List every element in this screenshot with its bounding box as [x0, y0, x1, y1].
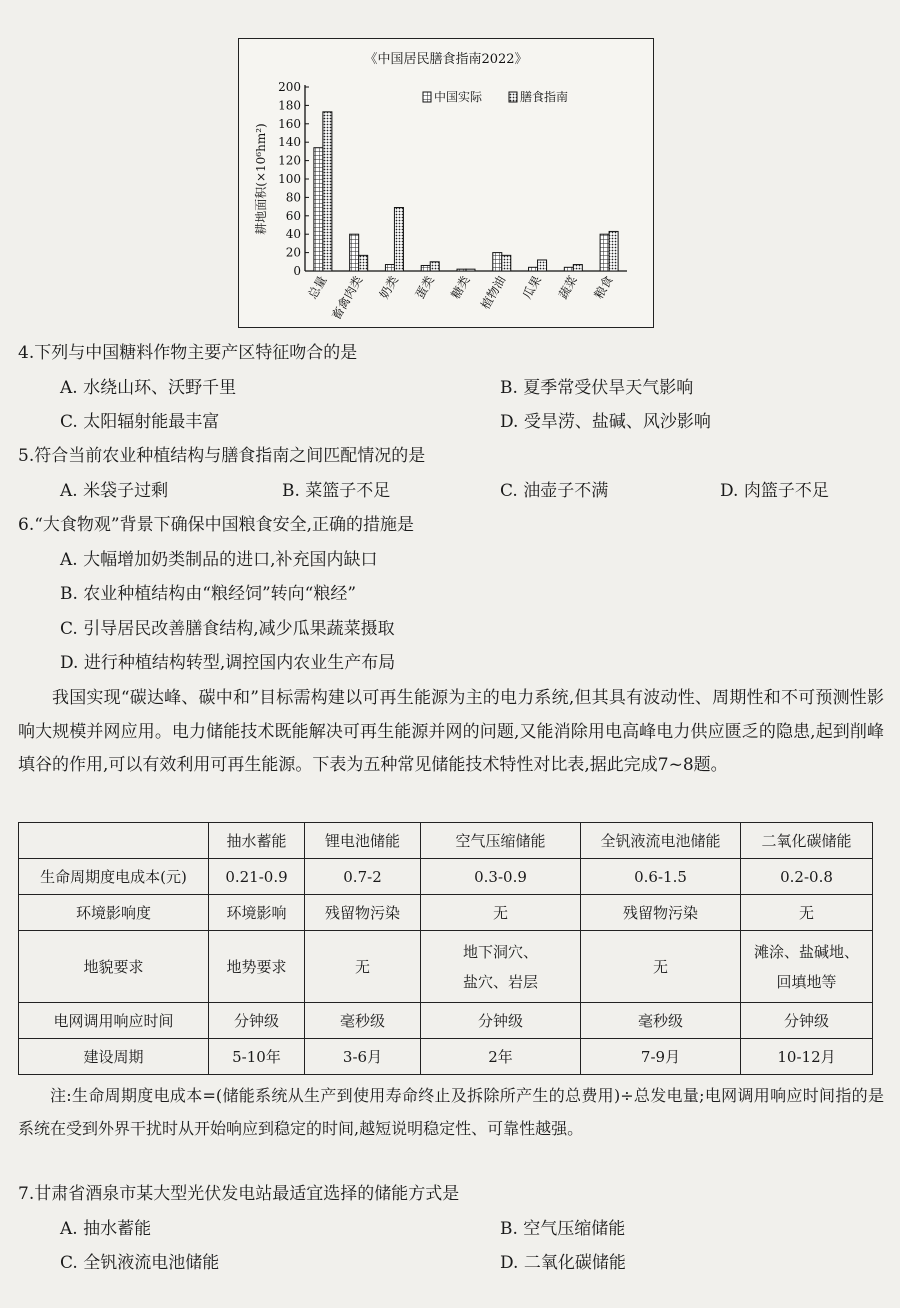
- x-tick-label: 植物油: [478, 273, 509, 312]
- bar: [323, 112, 332, 271]
- bar: [466, 269, 475, 271]
- bar: [538, 260, 547, 271]
- y-tick-label: 120: [278, 153, 301, 168]
- table-cell: 环境影响度: [19, 895, 209, 931]
- table-cell: 分钟级: [421, 1003, 581, 1039]
- table-note: 注:生命周期度电成本=(储能系统从生产到使用寿命终止及拆除所产生的总费用)÷总发电量;电网调用响应时间指的是系统在受到外界干扰时从开始响应到稳定的时间,越短说明稳定性、可靠性越强。: [18, 1086, 884, 1138]
- x-tick-label: 粮食: [591, 273, 616, 302]
- q4-option-d: D. 受旱涝、盐碱、风沙影响: [500, 412, 711, 432]
- table-cell: 滩涂、盐碱地、 回填地等: [741, 931, 873, 1003]
- q4-option-b: B. 夏季常受伏旱天气影响: [500, 378, 694, 398]
- table-cell: 残留物污染: [581, 895, 741, 931]
- table-cell: 地下洞穴、 盐穴、岩层: [421, 931, 581, 1003]
- table-header-cell: 二氧化碳储能: [741, 823, 873, 859]
- q4-stem: 4.下列与中国糖料作物主要产区特征吻合的是: [18, 343, 358, 363]
- table-cell: 残留物污染: [305, 895, 421, 931]
- chart-svg: [239, 39, 653, 327]
- q5-option-d: D. 肉篮子不足: [720, 481, 829, 501]
- bar: [609, 231, 618, 271]
- x-tick-label: 蔬菜: [555, 273, 580, 302]
- table-cell: 5-10年: [209, 1039, 305, 1075]
- table-cell: 3-6月: [305, 1039, 421, 1075]
- q5-option-c: C. 油壶子不满: [500, 481, 609, 501]
- x-tick-label: 瓜果: [520, 273, 545, 302]
- bar: [430, 262, 439, 271]
- q6-stem: 6.“大食物观”背景下确保中国粮食安全,正确的措施是: [18, 515, 415, 535]
- table-cell: 0.2-0.8: [741, 859, 873, 895]
- table-cell: 生命周期度电成本(元): [19, 859, 209, 895]
- y-tick-label: 20: [285, 245, 301, 260]
- table-header-cell: 抽水蓄能: [209, 823, 305, 859]
- table-cell: 7-9月: [581, 1039, 741, 1075]
- table-cell: 地貌要求: [19, 931, 209, 1003]
- table-cell: 0.21-0.9: [209, 859, 305, 895]
- y-tick-label: 80: [285, 190, 301, 205]
- bar: [529, 267, 538, 271]
- table-header-row: [19, 823, 873, 859]
- table-cell: 0.6-1.5: [581, 859, 741, 895]
- q6-option-b: B. 农业种植结构由“粮经饲”转向“粮经”: [60, 584, 357, 604]
- legend-label: 中国实际: [434, 90, 483, 104]
- table-cell: 分钟级: [209, 1003, 305, 1039]
- bar: [314, 148, 323, 271]
- q7-option-a: A. 抽水蓄能: [60, 1219, 152, 1239]
- table-cell: 2年: [421, 1039, 581, 1075]
- table-header-cell: 全钒液流电池储能: [581, 823, 741, 859]
- y-axis-label: 耕地面积(×10⁶hm²): [254, 123, 268, 235]
- q7-option-c: C. 全钒液流电池储能: [60, 1253, 220, 1273]
- table-row: [19, 1003, 873, 1039]
- table-cell: 环境影响: [209, 895, 305, 931]
- bar: [564, 267, 573, 271]
- y-tick-label: 100: [278, 172, 301, 186]
- table-row: [19, 1039, 873, 1075]
- table-cell: 无: [421, 895, 581, 931]
- table-cell: 10-12月: [741, 1039, 873, 1075]
- q6-option-d: D. 进行种植结构转型,调控国内农业生产布局: [60, 653, 396, 673]
- q6-option-a: A. 大幅增加奶类制品的进口,补充国内缺口: [60, 550, 378, 570]
- bar: [350, 234, 359, 271]
- x-tick-label: 奶类: [376, 273, 402, 302]
- bar: [457, 269, 466, 271]
- table-cell: 无: [305, 931, 421, 1003]
- table-header-cell: 空气压缩储能: [421, 823, 581, 859]
- q4-option-a: A. 水绕山环、沃野千里: [60, 378, 237, 398]
- table-cell: 无: [581, 931, 741, 1003]
- bar: [421, 265, 430, 271]
- q5-stem: 5.符合当前农业种植结构与膳食指南之间匹配情况的是: [18, 446, 426, 466]
- q7-stem: 7.甘肃省酒泉市某大型光伏发电站最适宜选择的储能方式是: [18, 1184, 460, 1204]
- storage-comparison-table: [18, 822, 873, 1075]
- table-cell: 0.7-2: [305, 859, 421, 895]
- chart-title: 《中国居民膳食指南2022》: [364, 52, 528, 67]
- x-tick-label: 畜禽肉类: [329, 273, 366, 323]
- table-cell: 分钟级: [741, 1003, 873, 1039]
- table-cell: 建设周期: [19, 1039, 209, 1075]
- table-row: [19, 931, 873, 1003]
- y-tick-label: 60: [285, 208, 301, 223]
- bar-chart: [238, 38, 654, 328]
- table-cell: 地势要求: [209, 931, 305, 1003]
- table-cell: 电网调用响应时间: [19, 1003, 209, 1039]
- y-tick-label: 160: [278, 116, 301, 131]
- bar: [359, 255, 368, 271]
- legend-swatch: [509, 92, 517, 102]
- table-row: [19, 859, 873, 895]
- bar: [502, 255, 511, 271]
- table-cell: 0.3-0.9: [421, 859, 581, 895]
- q4-option-c: C. 太阳辐射能最丰富: [60, 412, 220, 432]
- x-tick-label: 糖类: [448, 273, 473, 302]
- q5-option-a: A. 米袋子过剩: [60, 481, 169, 501]
- bar: [394, 208, 403, 271]
- table-row: [19, 895, 873, 931]
- q5-option-b: B. 菜篮子不足: [282, 481, 391, 501]
- table-header-cell: 锂电池储能: [305, 823, 421, 859]
- table-cell: 毫秒级: [305, 1003, 421, 1039]
- y-tick-label: 140: [278, 135, 301, 150]
- y-tick-label: 40: [285, 227, 301, 242]
- table-cell: 毫秒级: [581, 1003, 741, 1039]
- passage: 我国实现“碳达峰、碳中和”目标需构建以可再生能源为主的电力系统,但其具有波动性、周期性和不可预测性影响大规模并网应用。电力储能技术既能解决可再生能源并网的问题,又能消除用电高峰电力供应匮乏的隐患,起到削峰填谷的作用,可以有效利用可再生能源。下表为五种常见储能技术特性对比表,据此完成7~8题。: [18, 688, 884, 775]
- y-tick-label: 180: [278, 98, 301, 113]
- table-cell: 无: [741, 895, 873, 931]
- q6-option-c: C. 引导居民改善膳食结构,减少瓜果蔬菜摄取: [60, 619, 395, 639]
- q7-option-d: D. 二氧化碳储能: [500, 1253, 626, 1273]
- x-tick-label: 总量: [305, 273, 330, 302]
- bar: [385, 265, 394, 271]
- x-tick-label: 蛋类: [412, 273, 437, 302]
- q7-option-b: B. 空气压缩储能: [500, 1219, 626, 1239]
- bar: [493, 253, 502, 271]
- legend-swatch: [423, 92, 431, 102]
- legend-label: 膳食指南: [520, 90, 569, 104]
- table-header-cell: [19, 823, 209, 859]
- y-tick-label: 0: [293, 264, 301, 278]
- y-tick-label: 200: [278, 80, 301, 94]
- bar: [573, 265, 582, 271]
- bar: [600, 234, 609, 271]
